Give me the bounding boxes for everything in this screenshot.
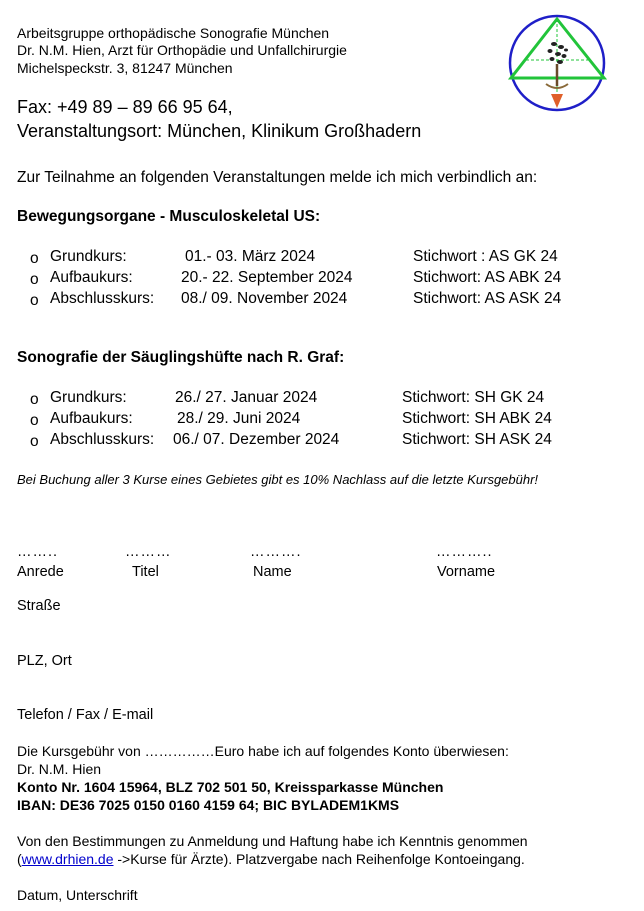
first-name-label: Vorname [437, 564, 496, 580]
fax-number: Fax: +49 89 – 89 66 95 64, [17, 97, 233, 117]
course-name: Grundkurs: [50, 389, 127, 406]
account-holder: Dr. N.M. Hien [17, 761, 102, 777]
fee-transfer-text: Die Kursgebühr von ……………Euro habe ich auf folgendes Konto überwiesen: [17, 743, 509, 759]
bullet: o [30, 292, 39, 309]
section-hip-sonography-title: Sonografie der Säuglingshüfte nach R. Graf: [17, 349, 345, 366]
course-date: 20.- 22. September 2024 [181, 269, 353, 286]
venue: Veranstaltungsort: München, Klinikum Großhadern [17, 121, 422, 141]
date-signature-label: Datum, Unterschrift [17, 887, 138, 903]
contact-label: Telefon / Fax / E-mail [17, 707, 154, 723]
bullet: o [30, 412, 39, 429]
course-date: 28./ 29. Juni 2024 [177, 410, 301, 427]
first-name-dots[interactable]: ……….. [436, 544, 493, 560]
course-keyword: Stichwort: SH GK 24 [402, 389, 545, 406]
salutation-dots[interactable]: …….. [17, 544, 59, 560]
course-date: 08./ 09. November 2024 [181, 290, 348, 307]
city-label: PLZ, Ort [17, 653, 72, 669]
paren: ( [17, 851, 22, 867]
org-name: Arbeitsgruppe orthopädische Sonografie München [17, 25, 330, 41]
organization-logo-icon [506, 14, 608, 114]
discount-note: Bei Buchung aller 3 Kurse eines Gebietes gibt es 10% Nachlass auf die letzte Kursgebühr! [17, 472, 539, 487]
course-keyword: Stichwort : AS GK 24 [413, 248, 558, 265]
course-keyword: Stichwort: AS ABK 24 [413, 269, 562, 286]
address: Michelspeckstr. 3, 81247 München [17, 60, 233, 76]
bullet: o [30, 391, 39, 408]
course-name: Abschlusskurs: [50, 431, 155, 448]
street-label: Straße [17, 598, 61, 614]
title-label: Titel [132, 564, 159, 580]
course-keyword: Stichwort: SH ABK 24 [402, 410, 552, 427]
name-dots[interactable]: ………. [250, 544, 302, 560]
course-name: Abschlusskurs: [50, 290, 155, 307]
course-name: Aufbaukurs: [50, 269, 133, 286]
course-keyword: Stichwort: AS ASK 24 [413, 290, 562, 307]
course-name: Grundkurs: [50, 248, 127, 265]
website-link[interactable]: www.drhien.de [21, 851, 114, 867]
terms-text-line2 [17, 851, 525, 868]
section-musculoskeletal-title: Bewegungsorgane - Musculoskeletal US: [17, 208, 321, 225]
bank-account: Konto Nr. 1604 15964, BLZ 702 501 50, Kreissparkasse München [17, 779, 444, 795]
title-dots[interactable]: ……… [125, 544, 172, 560]
course-name: Aufbaukurs: [50, 410, 133, 427]
registration-intro: Zur Teilnahme an folgenden Veranstaltungen melde ich mich verbindlich an: [17, 169, 538, 186]
bullet: o [30, 433, 39, 450]
salutation-label: Anrede [17, 564, 64, 580]
course-keyword: Stichwort: SH ASK 24 [402, 431, 552, 448]
terms-text: Von den Bestimmungen zu Anmeldung und Haftung habe ich Kenntnis genommen [17, 833, 528, 849]
course-date: 06./ 07. Dezember 2024 [173, 431, 340, 448]
bullet: o [30, 250, 39, 267]
name-label: Name [253, 564, 292, 580]
bullet: o [30, 271, 39, 288]
course-date: 26./ 27. Januar 2024 [175, 389, 318, 406]
iban-bic: IBAN: DE36 7025 0150 0160 4159 64; BIC BYLADEM1KMS [17, 797, 400, 813]
course-date: 01.- 03. März 2024 [185, 248, 316, 265]
doctor-name: Dr. N.M. Hien, Arzt für Orthopädie und Unfallchirurgie [17, 42, 347, 58]
terms-rest: ->Kurse für Ärzte). Platzvergabe nach Reihenfolge Kontoeingang. [113, 851, 525, 867]
